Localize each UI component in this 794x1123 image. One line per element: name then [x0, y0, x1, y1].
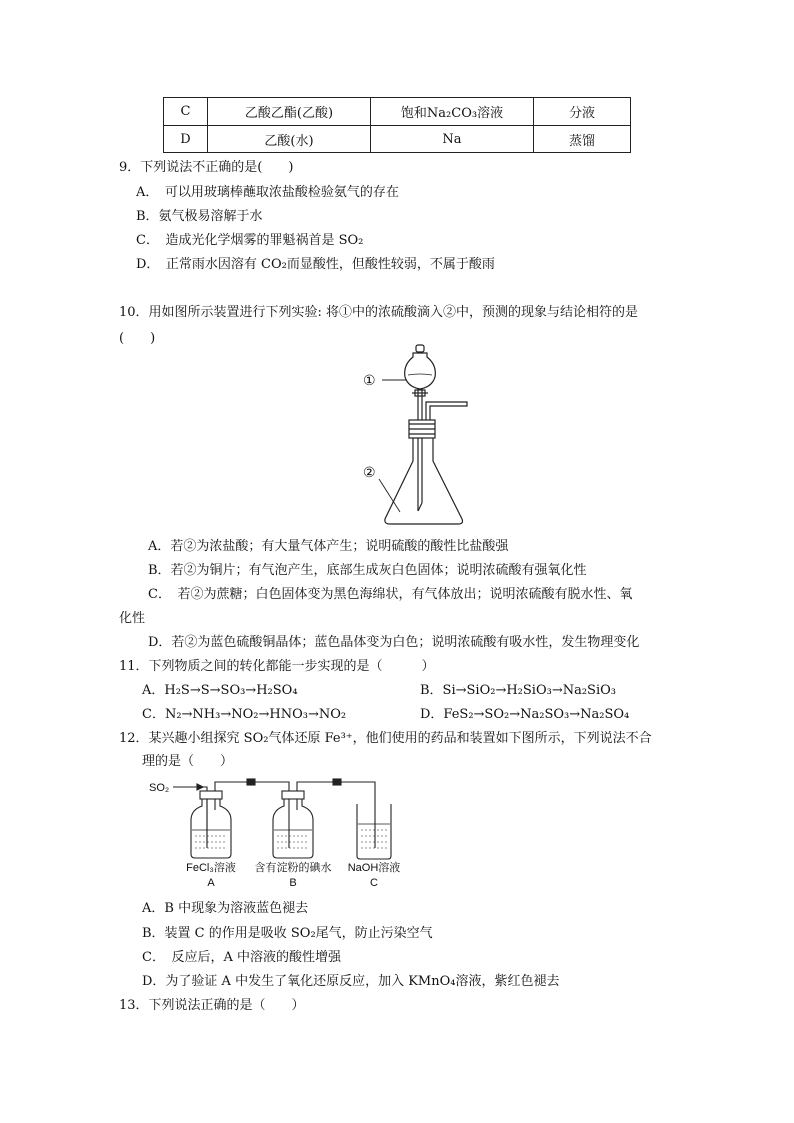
sulfuric-acid-apparatus-figure [355, 343, 475, 528]
q12-option-a: A．B 中现象为溶液蓝色褪去 [142, 901, 309, 916]
separation-table [163, 97, 631, 153]
q12-option-c: C． 反应后，A 中溶液的酸性增强 [142, 950, 341, 965]
bottle-b-label: 含有淀粉的碘水 [254, 862, 332, 874]
q11-option-b: B．Si→SiO₂→H₂SiO₃→Na₂SiO₃ [420, 683, 616, 698]
q10-option-d: D．若②为蓝色硫酸铜晶体；蓝色晶体变为白色；说明浓硫酸有吸水性，发生物理变化 [148, 635, 640, 650]
q12-option-d: D．为了验证 A 中发生了氧化还原反应，加入 KMnO₄溶液，紫红色褪去 [142, 974, 560, 989]
substance-cell: 乙酸(水) [208, 126, 371, 153]
table-row [164, 126, 631, 153]
q10-option-c-continued: 化性 [119, 611, 146, 626]
q10-option-a: A．若②为浓盐酸；有大量气体产生；说明硫酸的酸性比盐酸强 [148, 539, 509, 554]
marker-1: ① [363, 372, 376, 388]
method-cell: 蒸馏 [534, 126, 631, 153]
q10-stem-continued: ( ) [119, 331, 156, 346]
bottle-c-label: NaOH溶液 [347, 862, 401, 874]
table-row [164, 98, 631, 126]
q9-option-d: D． 正常雨水因溶有 CO₂而显酸性，但酸性较弱，不属于酸雨 [136, 257, 495, 272]
substance-cell: 乙酸乙酯(乙酸) [208, 98, 371, 126]
marker-2: ② [363, 464, 376, 480]
reagent-cell: 饱和Na₂CO₃溶液 [371, 98, 534, 126]
q9-stem: 9．下列说法不正确的是( ) [119, 160, 294, 175]
bottle-c-letter: C [370, 877, 378, 889]
q10-option-c: C． 若②为蔗糖；白色固体变为黑色海绵状，有气体放出；说明浓硫酸有脱水性、氧 [148, 587, 633, 602]
q9-option-a: A． 可以用玻璃棒蘸取浓盐酸检验氨气的存在 [136, 185, 399, 200]
bottle-a-letter: A [207, 877, 215, 889]
q10-option-b: B．若②为铜片；有气泡产生，底部生成灰白色固体；说明浓硫酸有强氧化性 [148, 563, 587, 578]
q11-option-d: D．FeS₂→SO₂→Na₂SO₃→Na₂SO₄ [420, 707, 630, 722]
q11-option-a: A．H₂S→S→SO₃→H₂SO₄ [142, 683, 298, 698]
so2-apparatus-figure [143, 774, 423, 892]
bottle-b-letter: B [289, 877, 297, 889]
q12-stem: 12．某兴趣小组探究 SO₂气体还原 Fe³⁺，他们使用的药品和装置如下图所示，下列说法不合 [119, 731, 652, 746]
so2-inlet-label: SO₂ [149, 782, 170, 794]
bottle-a-label: FeCl₃溶液 [186, 862, 236, 874]
row-label: D [164, 126, 208, 153]
q9-option-c: C． 造成光化学烟雾的罪魁祸首是 SO₂ [136, 233, 364, 248]
q12-stem-continued: 理的是（ ） [142, 754, 234, 769]
method-cell: 分液 [534, 98, 631, 126]
reagent-cell: Na [371, 126, 534, 153]
q11-option-c: C．N₂→NH₃→NO₂→HNO₃→NO₂ [142, 707, 347, 722]
q12-option-b: B．装置 C 的作用是吸收 SO₂尾气，防止污染空气 [142, 926, 433, 941]
q13-stem: 13．下列说法正确的是（ ） [119, 998, 305, 1013]
row-label: C [164, 98, 208, 126]
q10-stem: 10．用如图所示装置进行下列实验: 将①中的浓硫酸滴入②中，预测的现象与结论相符的是 [119, 305, 639, 320]
q9-option-b: B．氨气极易溶解于水 [136, 209, 263, 224]
q11-stem: 11．下列物质之间的转化都能一步实现的是（ ） [119, 659, 435, 674]
